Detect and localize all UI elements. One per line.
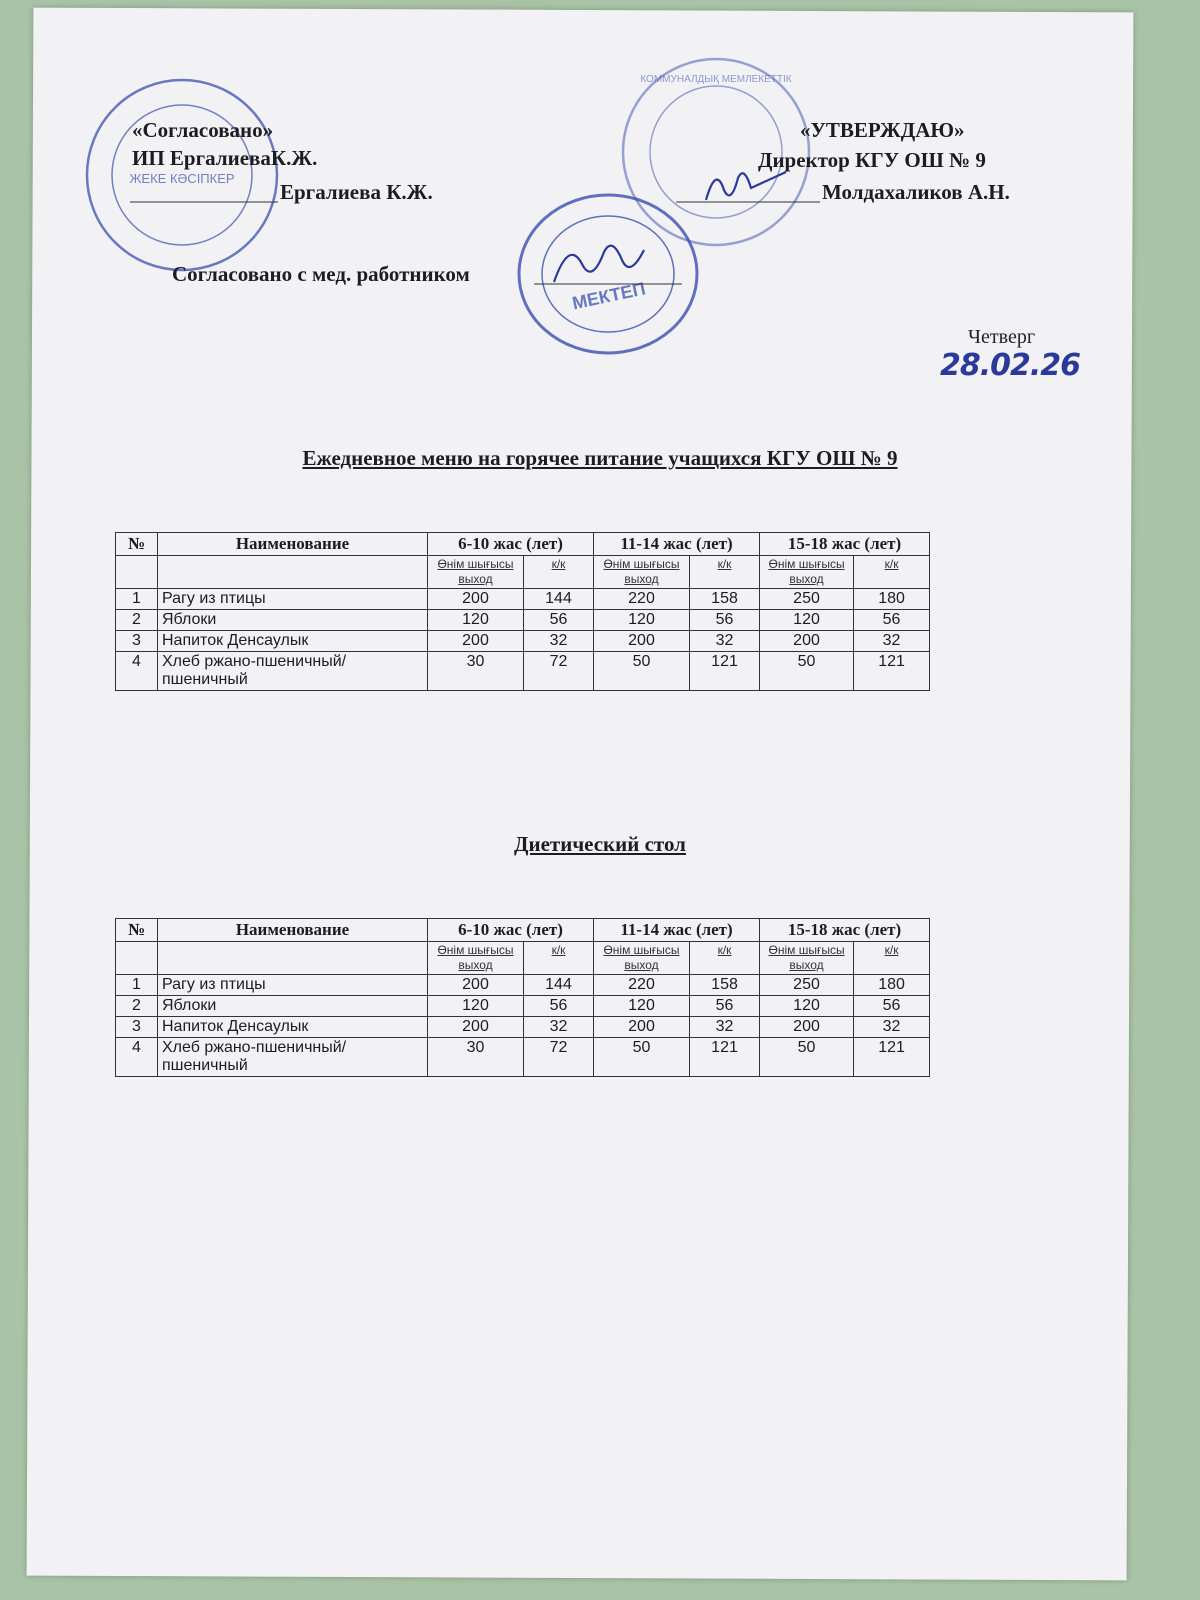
row-value: 200 — [594, 631, 690, 652]
row-value: 120 — [594, 996, 690, 1017]
row-value: 120 — [760, 610, 854, 631]
row-name: Хлеб ржано-пшеничный/пшеничный — [158, 1038, 428, 1077]
header-ip-name: ИП ЕргалиеваК.Ж. — [132, 146, 318, 170]
main-menu-table — [115, 532, 930, 691]
row-value: 144 — [524, 975, 594, 996]
row-number: 1 — [116, 975, 158, 996]
row-name: Яблоки — [158, 996, 428, 1017]
med-signature — [534, 234, 684, 290]
sub-output: Өнім шығысы выход — [428, 942, 524, 975]
table-row — [116, 975, 930, 996]
row-value: 121 — [854, 652, 930, 691]
row-value: 250 — [760, 589, 854, 610]
row-name: Рагу из птицы — [158, 589, 428, 610]
row-value: 120 — [760, 996, 854, 1017]
row-value: 200 — [594, 1017, 690, 1038]
diet-menu-table — [115, 918, 930, 1077]
row-value: 32 — [690, 631, 760, 652]
table-row — [116, 652, 930, 691]
row-value: 72 — [524, 652, 594, 691]
row-value: 56 — [524, 996, 594, 1017]
svg-text:ЖЕКЕ КӘСІПКЕР: ЖЕКЕ КӘСІПКЕР — [129, 171, 235, 186]
row-value: 32 — [854, 1017, 930, 1038]
col-age-11-14: 11-14 жас (лет) — [594, 919, 760, 942]
table-header-row — [116, 533, 930, 556]
table-row — [116, 996, 930, 1017]
table-row — [116, 610, 930, 631]
row-value: 200 — [760, 1017, 854, 1038]
row-value: 50 — [594, 1038, 690, 1077]
row-value: 72 — [524, 1038, 594, 1077]
sub-output: Өнім шығысы выход — [760, 556, 854, 589]
table-row — [116, 1038, 930, 1077]
row-value: 56 — [854, 996, 930, 1017]
row-number: 2 — [116, 610, 158, 631]
row-value: 32 — [690, 1017, 760, 1038]
col-age-11-14: 11-14 жас (лет) — [594, 533, 760, 556]
row-value: 30 — [428, 652, 524, 691]
sub-kk: к/к — [854, 556, 930, 589]
header-med-approval: Согласовано с мед. работником — [172, 262, 470, 286]
col-age-15-18: 15-18 жас (лет) — [760, 533, 930, 556]
row-value: 56 — [524, 610, 594, 631]
row-value: 220 — [594, 589, 690, 610]
row-value: 30 — [428, 1038, 524, 1077]
sub-kk: к/к — [524, 556, 594, 589]
row-value: 200 — [760, 631, 854, 652]
row-value: 120 — [428, 610, 524, 631]
col-name-header: Наименование — [158, 533, 428, 556]
row-name: Хлеб ржано-пшеничный/пшеничный — [158, 652, 428, 691]
col-age-6-10: 6-10 жас (лет) — [428, 533, 594, 556]
row-value: 250 — [760, 975, 854, 996]
row-value: 200 — [428, 631, 524, 652]
row-number: 3 — [116, 1017, 158, 1038]
row-value: 32 — [524, 631, 594, 652]
row-value: 120 — [428, 996, 524, 1017]
row-number: 4 — [116, 652, 158, 691]
row-name: Напиток Денсаулык — [158, 1017, 428, 1038]
header-director-name: Молдахаликов А.Н. — [822, 180, 1010, 204]
row-value: 121 — [854, 1038, 930, 1077]
table-row — [116, 631, 930, 652]
row-value: 56 — [690, 996, 760, 1017]
stamp-ip-seal — [82, 75, 282, 275]
sub-output: Өнім шығысы выход — [760, 942, 854, 975]
main-menu-title: Ежедневное меню на горячее питание учащихся КГУ ОШ № 9 — [302, 446, 898, 470]
row-value: 144 — [524, 589, 594, 610]
col-number-header: № — [116, 533, 158, 556]
diet-table-title: Диетический стол — [514, 832, 686, 856]
empty-cell — [158, 942, 428, 975]
row-number: 3 — [116, 631, 158, 652]
row-number: 1 — [116, 589, 158, 610]
header-agreed-label: «Согласовано» — [132, 118, 274, 142]
table-row — [116, 1017, 930, 1038]
row-name: Напиток Денсаулык — [158, 631, 428, 652]
svg-text:КОММУНАЛДЫҚ МЕМЛЕКЕТТІК: КОММУНАЛДЫҚ МЕМЛЕКЕТТІК — [640, 74, 792, 85]
table-header-row — [116, 919, 930, 942]
header-approve-label: «УТВЕРЖДАЮ» — [800, 118, 965, 142]
empty-cell — [158, 556, 428, 589]
col-age-6-10: 6-10 жас (лет) — [428, 919, 594, 942]
row-value: 180 — [854, 589, 930, 610]
col-age-15-18: 15-18 жас (лет) — [760, 919, 930, 942]
row-value: 50 — [760, 1038, 854, 1077]
row-value: 50 — [594, 652, 690, 691]
table-row — [116, 589, 930, 610]
row-value: 200 — [428, 975, 524, 996]
row-value: 200 — [428, 1017, 524, 1038]
director-signature — [676, 160, 822, 208]
row-value: 32 — [524, 1017, 594, 1038]
row-value: 56 — [690, 610, 760, 631]
sub-output: Өнім шығысы выход — [594, 556, 690, 589]
row-value: 158 — [690, 975, 760, 996]
row-value: 220 — [594, 975, 690, 996]
table-subheader-row — [116, 556, 930, 589]
row-value: 180 — [854, 975, 930, 996]
col-name-header: Наименование — [158, 919, 428, 942]
row-name: Яблоки — [158, 610, 428, 631]
header-director-title: Директор КГУ ОШ № 9 — [758, 148, 986, 172]
row-name: Рагу из птицы — [158, 975, 428, 996]
row-value: 32 — [854, 631, 930, 652]
sub-output: Өнім шығысы выход — [428, 556, 524, 589]
svg-text:МЕКТЕП: МЕКТЕП — [570, 278, 648, 314]
sub-output: Өнім шығысы выход — [594, 942, 690, 975]
sub-kk: к/к — [690, 556, 760, 589]
row-number: 2 — [116, 996, 158, 1017]
row-value: 56 — [854, 610, 930, 631]
sub-kk: к/к — [524, 942, 594, 975]
sub-kk: к/к — [854, 942, 930, 975]
ip-signature-line — [130, 196, 280, 206]
row-value: 158 — [690, 589, 760, 610]
header-ip-signature-name: Ергалиева К.Ж. — [280, 180, 433, 204]
row-value: 120 — [594, 610, 690, 631]
row-value: 50 — [760, 652, 854, 691]
sub-kk: к/к — [690, 942, 760, 975]
row-value: 200 — [428, 589, 524, 610]
row-value: 121 — [690, 652, 760, 691]
col-number-header: № — [116, 919, 158, 942]
row-number: 4 — [116, 1038, 158, 1077]
empty-cell — [116, 942, 158, 975]
weekday-label: Четверг — [968, 326, 1036, 348]
empty-cell — [116, 556, 158, 589]
table-subheader-row — [116, 942, 930, 975]
handwritten-date: 28.02.26 — [940, 348, 1081, 383]
row-value: 121 — [690, 1038, 760, 1077]
